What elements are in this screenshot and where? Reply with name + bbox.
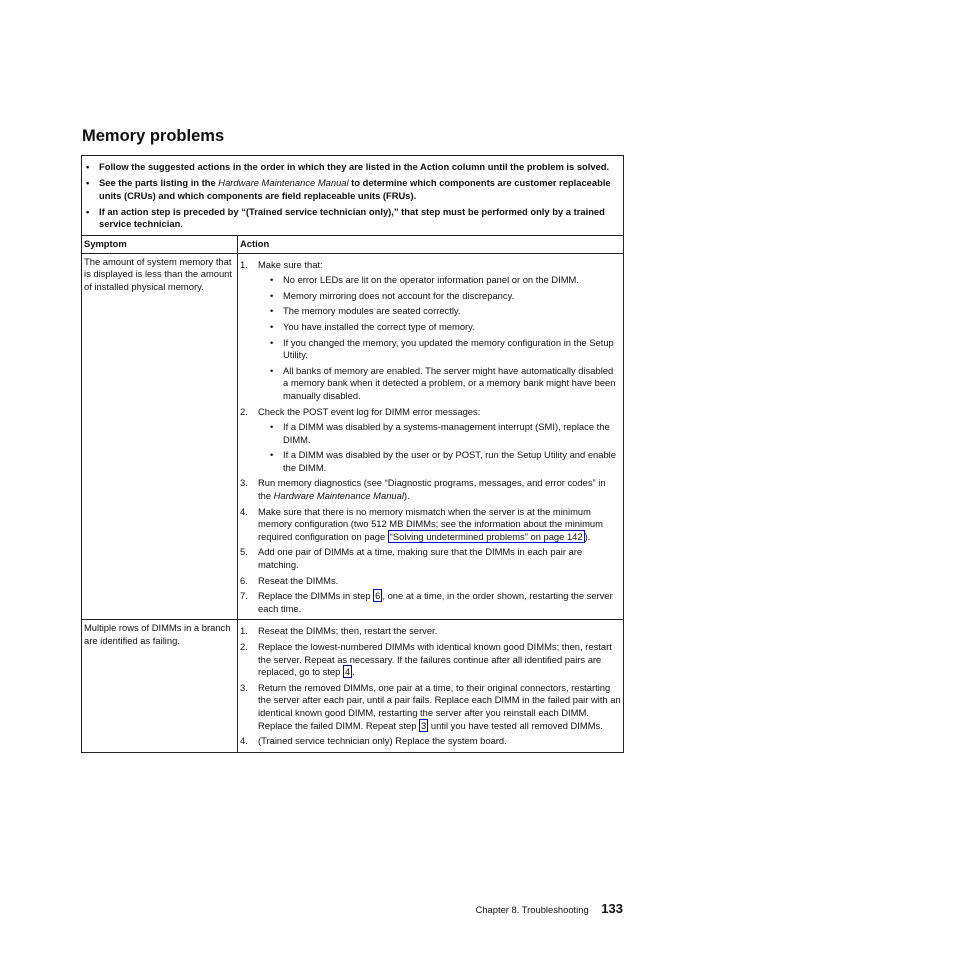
bullet: •	[86, 205, 90, 217]
sub-item-text: The memory modules are seated correctly.	[283, 305, 461, 317]
page-footer	[476, 901, 623, 916]
instruction-text: If an action step is preceded by “(Trained service technician only),” that step must be performed only by a trained service technician.	[99, 205, 605, 230]
step-text-part: until you have tested all removed DIMMs.	[428, 719, 603, 731]
instruction-text	[99, 177, 619, 202]
symptom-cell: The amount of system memory that is displayed is less than the amount of installed physical memory.	[82, 254, 238, 620]
step-text-part: Replace the DIMMs in step	[258, 590, 374, 602]
step-text	[258, 682, 621, 732]
bullet: •	[270, 289, 274, 301]
action-step	[240, 625, 621, 638]
step-reference-link[interactable]: 3	[421, 719, 427, 731]
step-number: 4.	[240, 735, 248, 747]
bullet: •	[270, 449, 274, 461]
step-number: 3.	[240, 681, 248, 693]
step-text-part: Run memory diagnostics (see “Diagnostic programs, messages, and error codes” in the	[258, 477, 606, 502]
step-text	[258, 641, 621, 679]
action-step	[240, 477, 621, 502]
page-number: 133	[601, 901, 623, 916]
symptom-cell: Multiple rows of DIMMs in a branch are identified as failing.	[82, 620, 238, 751]
step-number: 3.	[240, 477, 248, 489]
sub-item	[258, 365, 621, 403]
step-text: Check the POST event log for DIMM error messages:	[258, 405, 481, 417]
step-number: 5.	[240, 546, 248, 558]
action-step	[240, 641, 621, 679]
table-row	[82, 254, 623, 621]
bullet: •	[270, 274, 274, 286]
bullet: •	[270, 336, 274, 348]
bullet: •	[270, 305, 274, 317]
cross-reference-link[interactable]: “Solving undetermined problems” on page 142	[389, 530, 583, 542]
bullet: •	[270, 421, 274, 433]
step-text-part: , one at a time, in the order shown, restarting the server each time.	[258, 590, 613, 614]
step-text	[258, 506, 621, 544]
instruction-item	[86, 206, 619, 231]
sub-item	[258, 449, 621, 474]
sub-item-text: Memory mirroring does not account for the discrepancy.	[283, 289, 515, 301]
chapter-label: Chapter 8. Troubleshooting	[475, 904, 589, 915]
step-text-part: Replace the lowest-numbered DIMMs with identical known good DIMMs; then, restart the server. Repeat as necessary. If the failures continue after all identified pairs are replaced, go to step	[258, 641, 612, 678]
step-text: Add one pair of DIMMs at a time, making sure that the DIMMs in each pair are matching.	[258, 546, 583, 571]
instruction-text-part: to determine which components are customer replaceable units (CRUs) and which components are field replaceable units (FRUs).	[99, 177, 611, 201]
sub-item-text: If you changed the memory, you updated the memory configuration in the Setup Utility.	[283, 336, 614, 361]
sub-item	[258, 274, 621, 287]
instruction-text-part: See the parts listing in the	[99, 177, 219, 189]
sub-item	[258, 321, 621, 334]
sub-item	[258, 421, 621, 446]
step-text: Reseat the DIMMs; then, restart the server.	[258, 625, 438, 637]
manual-title: Hardware Maintenance Manual	[273, 490, 404, 502]
step-text	[258, 477, 621, 502]
action-step	[240, 682, 621, 732]
table-header-row	[82, 236, 623, 254]
action-step	[240, 735, 621, 748]
step-number: 1.	[240, 258, 248, 270]
memory-problems-table	[81, 155, 624, 753]
step-number: 7.	[240, 590, 248, 602]
action-step	[240, 506, 621, 544]
step-text-part: Make sure that there is no memory mismatch when the server is at the minimum memory configuration (two 512 MB DIMMs; see the information about the minimum required configuration on page	[258, 505, 603, 542]
sub-item-text: You have installed the correct type of memory.	[283, 320, 475, 332]
step-text-part: ).	[584, 530, 591, 542]
step-text: Reseat the DIMMs.	[258, 574, 339, 586]
step-reference-link[interactable]: 6	[375, 590, 381, 602]
action-step	[240, 259, 621, 403]
step-number: 6.	[240, 574, 248, 586]
step-text-part: Return the removed DIMMs, one pair at a time, to their original connectors, restarting the server after each pair, until a pair fails. Replace each DIMM in the failed pair with an identical known good DIMM, restarting the server after you reinstall each DIMM. Replace the failed DIMM. Repeat step	[258, 681, 621, 731]
page-title: Memory problems	[82, 127, 225, 145]
step-number: 1.	[240, 625, 248, 637]
bullet: •	[270, 320, 274, 332]
step-text-part: ).	[403, 490, 410, 502]
action-column-header: Action	[240, 237, 270, 249]
action-step	[240, 575, 621, 588]
instruction-text: Follow the suggested actions in the order in which they are listed in the Action column until the problem is solved.	[99, 161, 610, 172]
action-step	[240, 546, 621, 571]
bullet: •	[86, 177, 90, 189]
sub-item	[258, 290, 621, 303]
step-number: 4.	[240, 505, 248, 517]
bullet: •	[270, 364, 274, 376]
step-number: 2.	[240, 405, 248, 417]
sub-item	[258, 337, 621, 362]
action-step	[240, 406, 621, 475]
action-cell	[238, 254, 623, 620]
action-cell	[238, 620, 623, 751]
manual-title: Hardware Maintenance Manual	[218, 177, 349, 189]
step-reference-link[interactable]: 4	[344, 666, 351, 678]
sub-item-text: All banks of memory are enabled. The server might have automatically disabled a memory bank when it detected a problem, or a memory bank might have been manually disabled.	[283, 364, 616, 401]
step-number: 2.	[240, 641, 248, 652]
instruction-item	[86, 177, 619, 202]
instruction-item	[86, 161, 619, 174]
sub-item-text: If a DIMM was disabled by a systems-management interrupt (SMI), replace the DIMM.	[283, 421, 610, 445]
instructions-box	[82, 156, 623, 236]
sub-item	[258, 305, 621, 318]
step-text: Make sure that:	[258, 258, 323, 270]
table-row	[82, 620, 623, 751]
action-step	[240, 590, 621, 615]
symptom-column-header: Symptom	[82, 236, 238, 253]
sub-item-text: If a DIMM was disabled by the user or by POST, run the Setup Utility and enable the DIMM.	[283, 449, 616, 473]
sub-item-text: No error LEDs are lit on the operator information panel or on the DIMM.	[283, 274, 579, 286]
step-text-part: .	[352, 666, 355, 678]
bullet: •	[86, 161, 90, 172]
step-text	[258, 590, 621, 615]
step-text: (Trained service technician only) Replace the system board.	[258, 735, 507, 747]
